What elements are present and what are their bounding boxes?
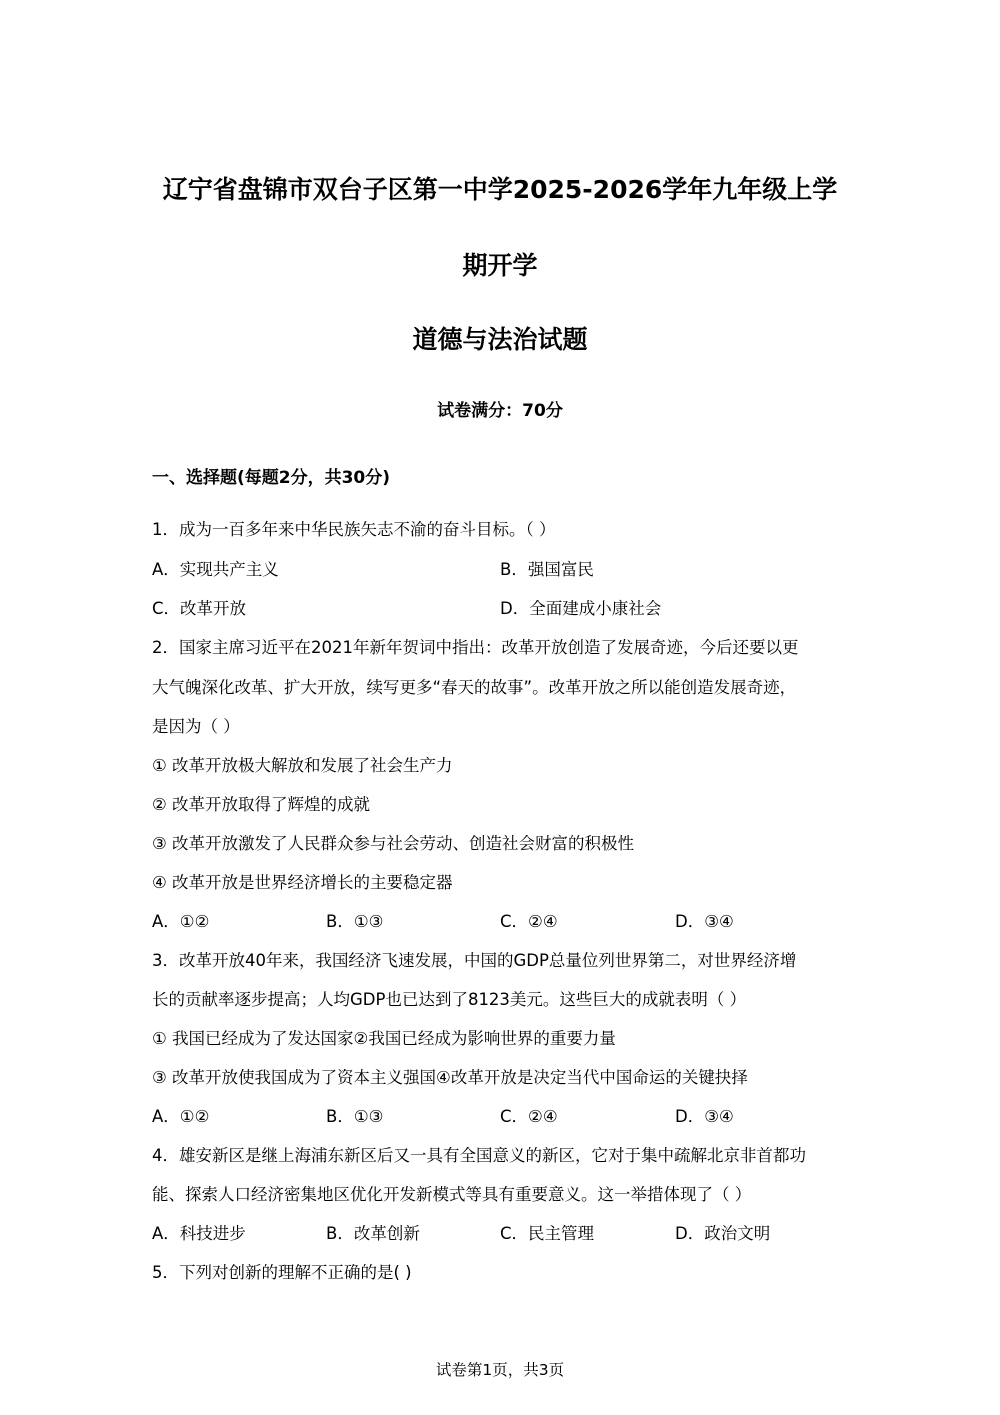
question-3-option-d: D．③④ bbox=[675, 1107, 734, 1126]
question-2-option-b: B．①③ bbox=[326, 912, 384, 931]
question-4-stem-line-2: 能、探索人口经济密集地区优化开发新模式等具有重要意义。这一举措体现了（ ） bbox=[152, 1185, 752, 1204]
question-4-option-b: B．改革创新 bbox=[326, 1224, 420, 1243]
question-2-option-a: A．①② bbox=[152, 912, 210, 931]
question-3-option-b: B．①③ bbox=[326, 1107, 384, 1126]
page-footer: 试卷第1页，共3页 bbox=[435, 1361, 565, 1379]
question-1-option-a: A．实现共产主义 bbox=[152, 560, 279, 579]
exam-title-line-1: 辽宁省盘锦市双台子区第一中学2025-2026学年九年级上学 bbox=[162, 175, 838, 204]
question-4-option-a: A．科技进步 bbox=[152, 1224, 246, 1243]
question-4-stem-line-1: 4．雄安新区是继上海浦东新区后又一具有全国意义的新区，它对于集中疏解北京非首都功 bbox=[152, 1146, 806, 1165]
question-2-option-c: C．②④ bbox=[500, 912, 558, 931]
question-1-stem: 1．成为一百多年来中华民族矢志不渝的奋斗目标。（ ） bbox=[152, 520, 556, 539]
question-2-item-3: ③ 改革开放激发了人民群众参与社会劳动、创造社会财富的积极性 bbox=[152, 834, 635, 853]
question-4-option-d: D．政治文明 bbox=[675, 1224, 771, 1243]
question-1-option-b: B．强国富民 bbox=[500, 560, 594, 579]
question-2-item-1: ① 改革开放极大解放和发展了社会生产力 bbox=[152, 756, 453, 775]
exam-subject-title: 道德与法治试题 bbox=[412, 325, 588, 354]
exam-title-line-2: 期开学 bbox=[462, 251, 538, 280]
full-score: 试卷满分：70分 bbox=[437, 401, 563, 421]
question-3-item-2: ③ 改革开放使我国成为了资本主义强国④改革开放是决定当代中国命运的关键抉择 bbox=[152, 1068, 748, 1087]
question-2-item-4: ④ 改革开放是世界经济增长的主要稳定器 bbox=[152, 873, 453, 892]
section-heading-multiple-choice: 一、选择题(每题2分，共30分) bbox=[152, 468, 391, 488]
question-3-option-a: A．①② bbox=[152, 1107, 210, 1126]
question-2-stem-line-2: 大气魄深化改革、扩大开放，续写更多“春天的故事”。改革开放之所以能创造发展奇迹， bbox=[152, 678, 797, 697]
question-2-stem-line-1: 2．国家主席习近平在2021年新年贺词中指出：改革开放创造了发展奇迹，今后还要以更 bbox=[152, 638, 799, 657]
question-3-stem-line-2: 长的贡献率逐步提高；人均GDP也已达到了8123美元。这些巨大的成就表明（ ） bbox=[152, 990, 747, 1009]
question-3-stem-line-1: 3．改革开放40年来，我国经济飞速发展，中国的GDP总量位列世界第二，对世界经济增 bbox=[152, 951, 797, 970]
question-4-option-c: C．民主管理 bbox=[500, 1224, 595, 1243]
question-2-item-2: ② 改革开放取得了辉煌的成就 bbox=[152, 795, 371, 814]
question-3-item-1: ① 我国已经成为了发达国家②我国已经成为影响世界的重要力量 bbox=[152, 1029, 616, 1048]
question-1-option-d: D．全面建成小康社会 bbox=[500, 599, 662, 618]
question-2-stem-line-3: 是因为（ ） bbox=[152, 717, 240, 736]
question-3-option-c: C．②④ bbox=[500, 1107, 558, 1126]
question-2-option-d: D．③④ bbox=[675, 912, 734, 931]
question-1-option-c: C．改革开放 bbox=[152, 599, 247, 618]
question-5-stem: 5．下列对创新的理解不正确的是( ) bbox=[152, 1263, 412, 1282]
